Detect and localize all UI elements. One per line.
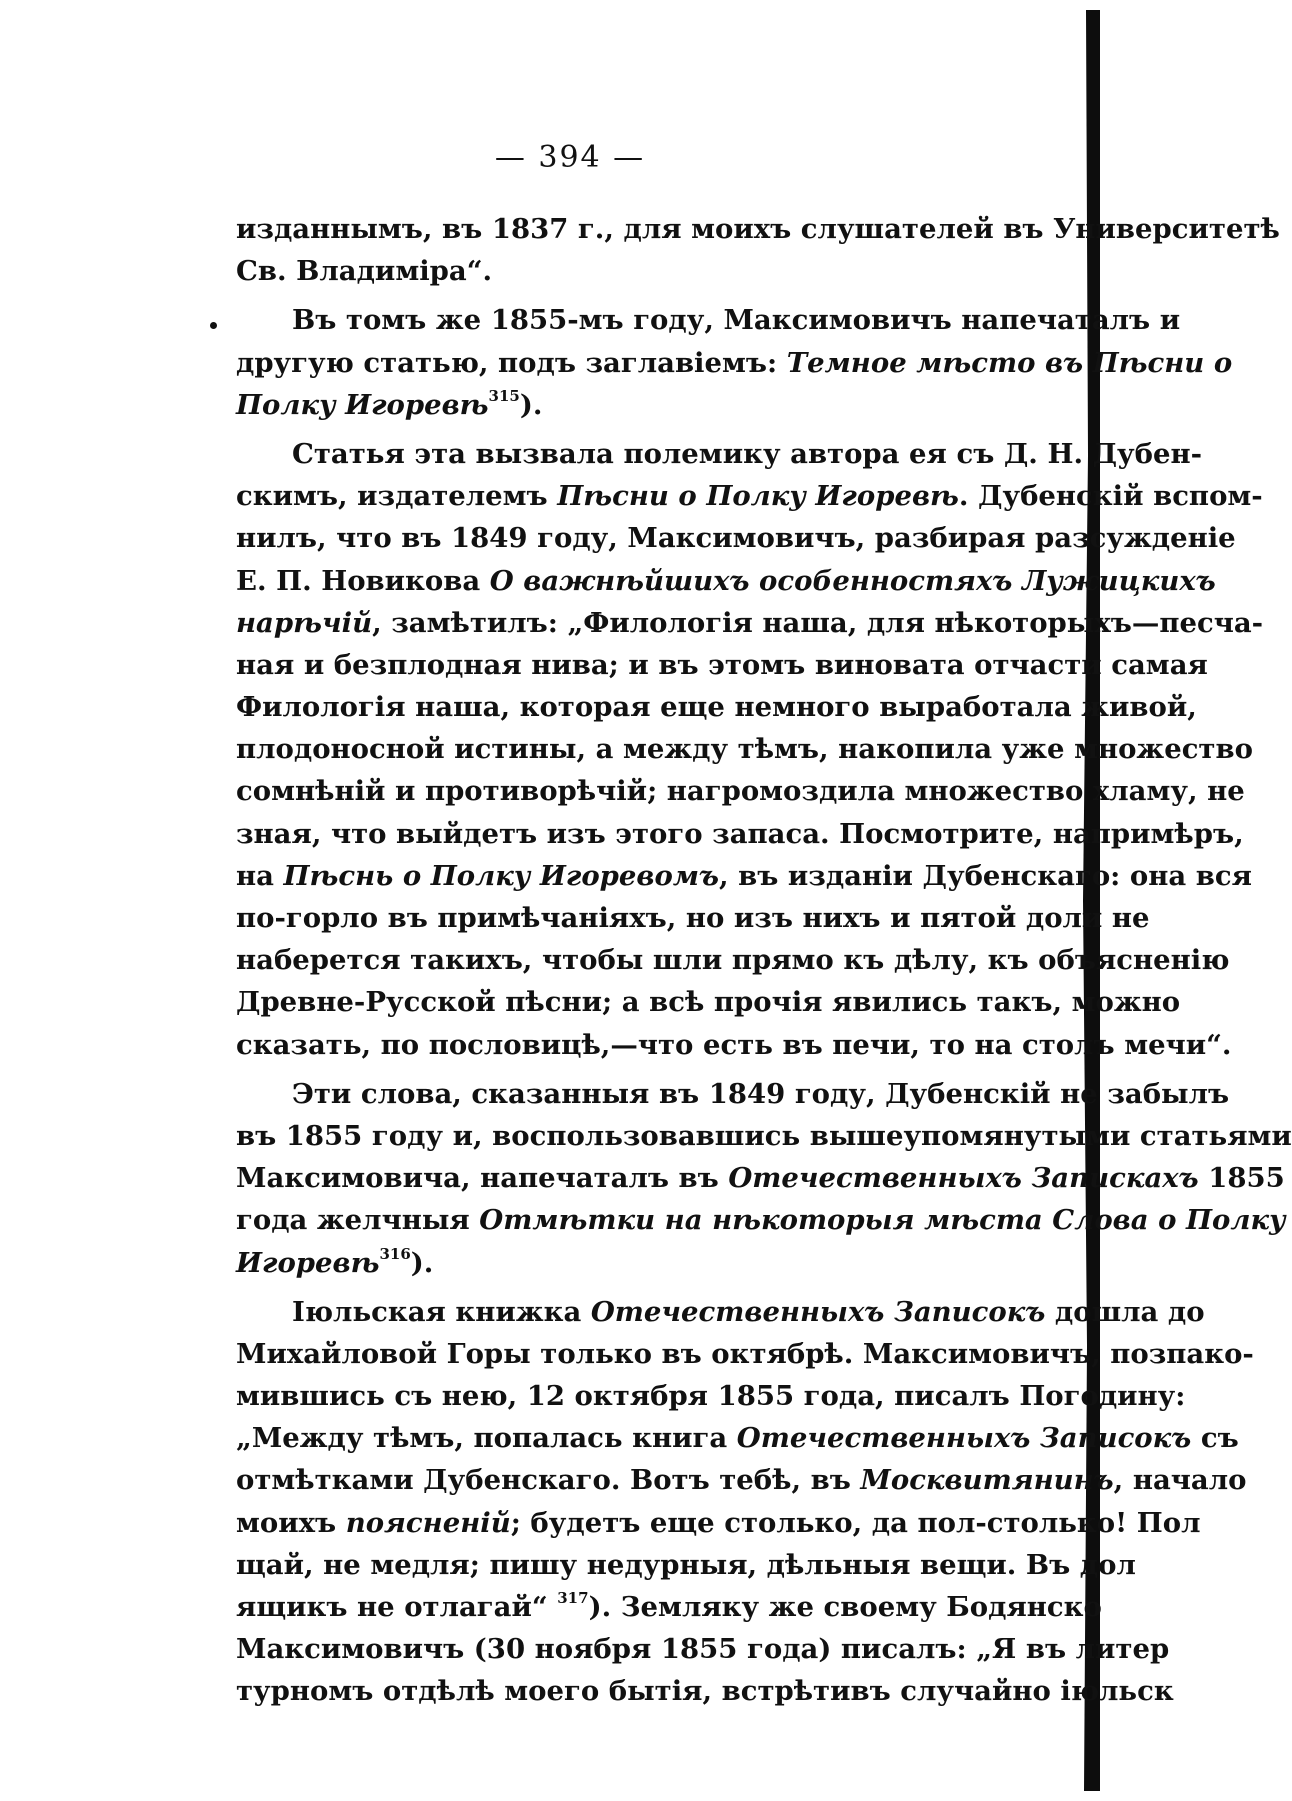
italic-title: Пѣсни о Полку Игоревѣ	[557, 480, 959, 513]
text-line	[236, 981, 1181, 1023]
text-run: Статья эта вызвала полемику автора ея съ Д. Н. Дубен-	[292, 437, 1203, 470]
footnote-ref: 315	[488, 386, 520, 405]
text-run: ная и безплодная нива; и въ этомъ виновата отчасти самая	[236, 648, 1208, 681]
text-run: плодоносной истины, а между тѣмъ, накопила уже множество	[236, 733, 1253, 766]
footnote-ref: 316	[379, 1244, 411, 1263]
text-line	[236, 1242, 1048, 1284]
text-run: Максимовичъ (30 ноября 1855 года) писалъ: „Я въ литер	[236, 1633, 1170, 1666]
text-line	[236, 342, 1233, 384]
text-line	[236, 384, 1048, 426]
text-line	[236, 517, 1236, 559]
text-run: Іюльская книжка	[292, 1295, 591, 1328]
text-line	[236, 1291, 1205, 1333]
text-line	[236, 855, 1252, 897]
text-run: по-горло въ примѣчаніяхъ, но изъ нихъ и пятой доли не	[236, 902, 1150, 934]
text-line	[236, 433, 1203, 475]
text-line	[236, 1628, 1170, 1670]
text-line	[236, 1073, 1230, 1115]
text-line	[236, 1459, 1247, 1501]
text-run: ).	[410, 1246, 434, 1279]
text-run: Эти слова, сказанныя въ 1849 году, Дубенскій не забылъ	[292, 1077, 1230, 1110]
text-line	[236, 1333, 1254, 1375]
text-run: ; будетъ еще столько, да пол-столько! Пол	[510, 1506, 1201, 1539]
text-run: 1855	[1198, 1162, 1285, 1195]
text-line	[236, 813, 1244, 855]
text-run: изданнымъ, въ 1837 г., для моихъ слушателей въ Университетѣ	[236, 213, 1280, 245]
text-run: , начало	[1113, 1464, 1247, 1497]
text-run: турномъ отдѣлѣ моего бытія, встрѣтивъ случайно іюльск	[236, 1675, 1174, 1708]
text-line	[236, 1115, 1292, 1157]
footnote-ref: 317	[557, 1589, 589, 1607]
text-line	[236, 939, 1230, 981]
text-line	[236, 602, 1264, 644]
text-run: „Между тѣмъ, попалась книга	[236, 1422, 737, 1455]
text-run: сказать, по пословицѣ,—что есть въ печи, то на столъ мечи“.	[236, 1028, 1232, 1061]
text-line	[236, 1199, 1286, 1241]
text-run: сомнѣній и противорѣчій; нагромоздила множество хламу, не	[236, 775, 1245, 808]
text-line	[236, 560, 1216, 602]
text-run: скимъ, издателемъ	[236, 480, 558, 513]
text-run: въ 1855 году и, воспользовавшись вышеупомянутыми статьями	[236, 1119, 1292, 1152]
italic-title: Отечественныхъ Записокъ	[590, 1295, 1046, 1328]
text-line	[236, 1502, 1201, 1544]
text-run: Е. П. Новикова	[236, 564, 490, 597]
page-number: — 394 —	[494, 140, 646, 175]
text-line	[236, 1417, 1239, 1459]
body-text	[236, 208, 1292, 1713]
text-line	[236, 770, 1245, 812]
italic-title: Пѣснь о Полку Игоревомъ	[283, 859, 719, 892]
text-run: Въ томъ же 1855-мъ году, Максимовичъ напечаталъ и	[292, 304, 1181, 337]
text-run: Древне-Русской пѣсни; а всѣ прочія явились такъ, можно	[236, 986, 1181, 1019]
text-line	[236, 1157, 1285, 1199]
text-run: на	[236, 859, 284, 892]
italic-title: Отечественныхъ Записокъ	[736, 1422, 1192, 1455]
italic-title: Игоревѣ	[236, 1246, 380, 1279]
text-run: моихъ	[236, 1506, 346, 1539]
italic-title: Отечественныхъ Запискахъ	[728, 1162, 1199, 1195]
italic-title: поясненій	[345, 1506, 511, 1539]
text-run: Св. Владиміра“.	[236, 255, 493, 288]
italic-title: нарѣчій	[236, 606, 373, 639]
text-run: нилъ, что въ 1849 году, Максимовичъ, разбирая разсужденіе	[236, 522, 1236, 555]
text-line	[236, 250, 1048, 292]
text-line	[236, 299, 1181, 341]
italic-title: Москвитянинъ	[860, 1464, 1114, 1497]
text-run: дошла до	[1045, 1295, 1205, 1328]
text-run: зная, что выйдетъ изъ этого запаса. Посмотрите, напримѣръ,	[236, 817, 1244, 850]
text-run: , замѣтилъ: „Филологія наша, для нѣкоторыхъ—песча-	[372, 606, 1264, 639]
text-line	[236, 644, 1208, 686]
text-run: другую статью, подъ заглавіемъ:	[236, 346, 787, 379]
text-line	[236, 728, 1253, 770]
text-run: ).	[519, 388, 543, 421]
text-run: отмѣтками Дубенскаго. Вотъ тебѣ, въ	[236, 1464, 861, 1497]
text-run: ). Земляку же своему Бодянско	[588, 1591, 1102, 1623]
italic-title: Отмѣтки на нѣкоторыя мѣста Слова о Полку	[479, 1204, 1286, 1237]
text-line	[236, 1670, 1174, 1712]
italic-title: Полку Игоревѣ	[236, 388, 489, 421]
text-run: . Дубенскій вспом-	[958, 480, 1263, 513]
text-run: наберется такихъ, чтобы шли прямо къ дѣлу, къ объясненію	[236, 944, 1230, 977]
italic-title: Темное мѣсто въ Пѣсни о	[786, 346, 1233, 379]
margin-dot	[210, 322, 217, 329]
text-run: мившись съ нею, 12 октября 1855 года, писалъ Погодину:	[236, 1380, 1186, 1413]
text-run: ящикъ не отлагай“	[236, 1591, 558, 1623]
text-run: Филологія наша, которая еще немного выработала живой,	[236, 691, 1197, 724]
text-line	[236, 1375, 1186, 1417]
text-run: Михайловой Горы только въ октябрѣ. Максимовичъ, позпако-	[236, 1337, 1254, 1370]
text-run: года желчныя	[236, 1204, 480, 1237]
text-run: съ	[1191, 1422, 1239, 1455]
text-run: щай, не медля; пишу недурныя, дѣльныя вещи. Въ дол	[236, 1548, 1136, 1581]
text-line	[236, 897, 1150, 939]
italic-title: О важнѣйшихъ особенностяхъ Лужицкихъ	[489, 564, 1216, 597]
text-line	[236, 1586, 1102, 1628]
text-line	[236, 1544, 1136, 1586]
text-line	[236, 686, 1197, 728]
text-line	[236, 208, 1280, 250]
text-run: Максимовича, напечаталъ въ	[236, 1162, 729, 1195]
text-line	[236, 475, 1263, 517]
text-run: , въ изданіи Дубенскаго: она вся	[718, 859, 1252, 892]
text-line	[236, 1024, 1232, 1066]
